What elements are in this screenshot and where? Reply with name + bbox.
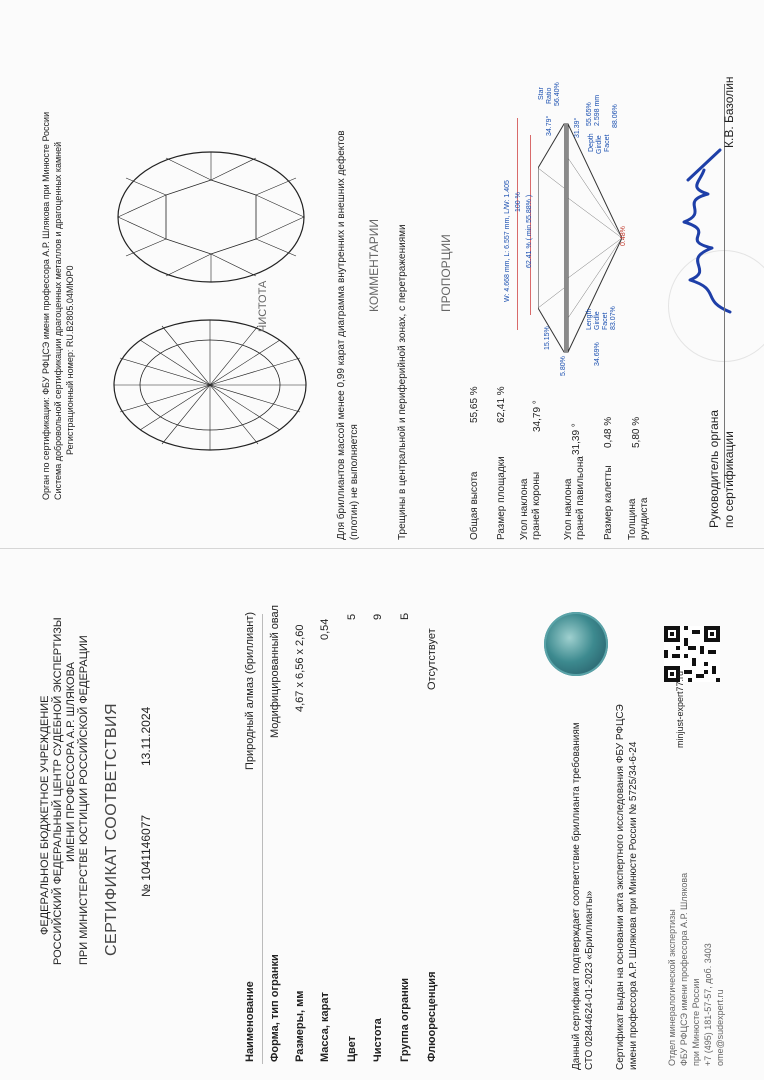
comments-text: Трещины в центральной и периферийной зонах, с перетражениями <box>397 224 408 540</box>
row-label: Размеры, мм <box>294 990 306 1062</box>
proportion-label: Размер площадки <box>496 456 507 540</box>
depth-label: 2.598 mm <box>594 94 601 126</box>
row-value: 0,54 <box>319 618 331 640</box>
depth-label: 88.06% <box>612 104 619 128</box>
header-line-3: ИМЕНИ ПРОФЕССОРА А.Р. ШЛЯКОВА <box>65 662 77 862</box>
comments-heading: КОММЕНТАРИИ <box>367 218 381 312</box>
pavilion-angle-label: 31.39° <box>574 117 581 138</box>
contact-line: Отдел минералогической экспертизы <box>667 909 677 1066</box>
proportion-label: Толщина <box>627 498 638 540</box>
signature-role-line-1: Руководитель органа <box>707 409 721 528</box>
lower-half-label: Length <box>586 308 593 330</box>
proportion-value: 55,65 % <box>469 386 480 423</box>
diagram-note-line-2: (плотин) не выполняется <box>349 424 360 540</box>
proportion-value: 34,79 ° <box>532 400 543 432</box>
header-line-4: ПРИ МИНИСТЕРСТВЕ ЮСТИЦИИ РОССИЙСКОЙ ФЕДЕРАЦИИ <box>78 635 90 965</box>
depth-label: 55.65% <box>586 102 593 126</box>
crown-height-label: 15.15% <box>544 326 551 350</box>
proportion-label: граней короны <box>531 471 542 540</box>
signature <box>660 140 740 320</box>
width-dimension-line <box>517 118 518 330</box>
star-ratio-label: Star <box>538 87 545 100</box>
header-line-2: РОССИЙСКИЙ ФЕДЕРАЛЬНЫЙ ЦЕНТР СУДЕБНОЙ ЭКСПЕРТИЗЫ <box>52 617 64 965</box>
diamond-bottom-view <box>112 318 308 452</box>
lower-half-label: 34.69% <box>594 342 601 366</box>
proportion-value: 5,80 % <box>631 416 642 448</box>
row-label: Масса, карат <box>319 992 331 1062</box>
confirm-text-line-1: Данный сертификат подтверждает соответствие бриллианта требованиям <box>571 722 582 1070</box>
proportion-label: граней павильона <box>575 456 586 540</box>
row-label: Чистота <box>372 1018 384 1062</box>
row-value: 5 <box>346 613 358 620</box>
proportion-value: 31,39 ° <box>571 423 582 455</box>
contact-email[interactable]: ome@sudexpert.ru <box>715 989 725 1066</box>
proportion-label: Угол наклона <box>519 478 530 540</box>
row-value: Б <box>399 612 411 620</box>
hologram-seal <box>544 612 608 676</box>
lower-half-label: 83.07% <box>610 306 617 330</box>
certificate-number: № 1041146077 <box>139 814 153 897</box>
signature-role-line-2: по сертификации <box>722 431 736 528</box>
lower-half-label: Girdle <box>594 311 601 330</box>
header-line-1: ФЕДЕРАЛЬНОЕ БЮДЖЕТНОЕ УЧРЕЖДЕНИЕ <box>39 695 51 935</box>
row-label: Флюоресценция <box>426 971 438 1062</box>
certificate-title: СЕРТИФИКАТ СООТВЕТСТВИЯ <box>103 702 120 956</box>
diamond-top-view <box>116 150 306 284</box>
proportion-value: 62,41 % <box>496 386 507 423</box>
contact-line: ФБУ РФЦСЭ имени профессора А.Р. Шлякова <box>679 872 689 1066</box>
culet-label: 0.48% <box>620 226 627 246</box>
qr-code[interactable] <box>664 626 720 682</box>
row-label: Группа огранки <box>399 977 411 1062</box>
width-pct-label: 100 % <box>515 192 522 212</box>
table-pct-label: 62.41 % ( min 55.88% ) <box>526 194 533 268</box>
issued-text-line-2: имени профессора А.Р. Шлякова при Минюсте России № 5725/34-6-24 <box>628 741 639 1070</box>
lower-half-label: Facet <box>602 312 609 330</box>
contact-line: +7 (495) 181-57-57, доб. 3403 <box>703 943 713 1066</box>
organ-line-3: Регистрационный номер: RU.В2805.04МЮР0 <box>65 265 75 455</box>
row-value: Природный алмаз (бриллиант) <box>244 611 256 770</box>
proportion-value: 0,48 % <box>603 416 614 448</box>
contact-line: при Минюсте России <box>691 978 701 1066</box>
measure-label: W: 4.668 mm, L: 6.557 mm, L/W: 1.405 <box>504 180 511 302</box>
organ-line-2: Система добровольной сертификации драгоценных металлов и драгоценных камней <box>53 141 63 500</box>
clarity-heading: ЧИСТОТА <box>257 280 269 332</box>
organ-line-1: Орган по сертификации: ФБУ РФЦСЭ имени профессора А.Р. Шлякова при Минюсте России <box>41 111 51 500</box>
proportion-label: рундиста <box>639 497 650 540</box>
page-fold <box>0 548 764 549</box>
depth-label: Girdle <box>596 135 603 154</box>
star-ratio-label: Ratio <box>546 87 553 104</box>
proportion-label: Размер калетты <box>603 465 614 540</box>
crown-angle-label: 34.79° <box>546 115 553 136</box>
depth-label: Facet <box>604 134 611 152</box>
table-rule <box>262 614 263 1064</box>
signer-name: К.В. Базолин <box>722 76 736 148</box>
row-label: Цвет <box>346 1035 358 1062</box>
star-ratio-label: 56.40% <box>554 82 561 106</box>
proportions-heading: ПРОПОРЦИИ <box>439 234 453 312</box>
certificate-date: 13.11.2024 <box>139 706 153 766</box>
proportion-label: Угол наклона <box>563 478 574 540</box>
website-link[interactable]: minjust-expert77.ru <box>675 670 685 748</box>
row-value: 4,67 x 6,56 x 2,60 <box>294 624 306 712</box>
diagram-note-line-1: Для бриллиантов массой менее 0,99 карат диаграмма внутренних и внешних дефектов <box>336 130 347 540</box>
proportion-label: Общая высота <box>469 471 480 540</box>
row-value: Модифицированный овал <box>269 604 281 738</box>
row-value: Отсутствует <box>426 628 438 690</box>
issued-text-line-1: Сертификат выдан на основании акта экспертного исследования ФБУ РФЦСЭ <box>615 704 626 1070</box>
depth-label: Depth <box>588 133 595 152</box>
row-label: Форма, тип огранки <box>269 954 281 1062</box>
girdle-label: 5.80% <box>560 356 567 376</box>
row-label: Наименование <box>244 981 256 1062</box>
confirm-text-line-2: СТО 02844624-01-2023 «Бриллианты» <box>584 890 595 1070</box>
row-value: 9 <box>372 613 384 620</box>
